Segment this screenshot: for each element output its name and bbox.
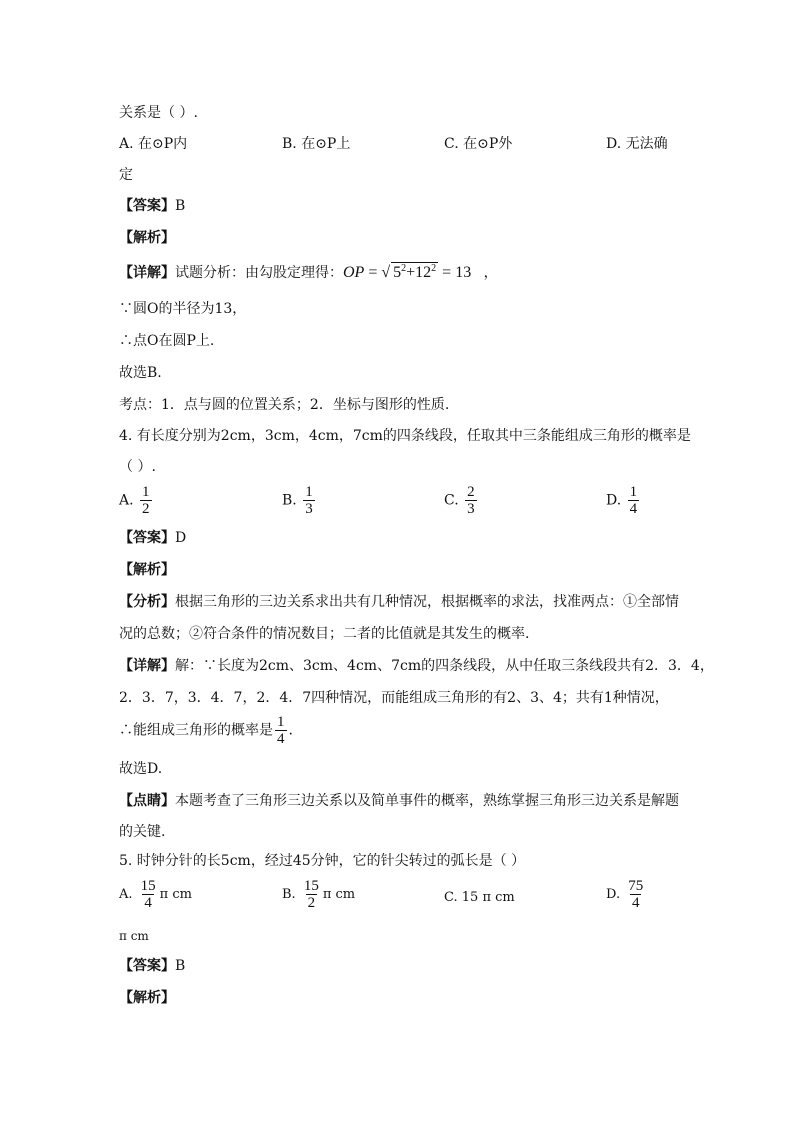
answer-value: B bbox=[175, 198, 186, 214]
q4-dianjing-line1: 【点睛】本题考查了三角形三边关系以及简单事件的概率，熟练掌握三角形三边关系是解题 bbox=[119, 793, 679, 809]
q5-analysis-label: 【解析】 bbox=[119, 990, 175, 1006]
q3-line3: 故选B. bbox=[119, 365, 162, 381]
q3-option-a: A. 在⊙P内 bbox=[119, 136, 188, 152]
q3-analysis-label: 【解析】 bbox=[119, 230, 175, 246]
q4-detail-line2: 2．3．7，3．4．7，2．4．7四种情况，而能组成三角形的有2、3、4；共有1种情况， bbox=[119, 690, 669, 706]
q3-option-d-wrap: 定 bbox=[119, 167, 133, 183]
q3-line4: 考点：1．点与圆的位置关系；2．坐标与图形的性质. bbox=[119, 397, 450, 413]
q4-detail-line3: ∴能组成三角形的概率是 $\frac{1}{4}$ . bbox=[119, 714, 293, 747]
q4-detail-line1: 【详解】解：∵长度为2cm、3cm、4cm、7cm的四条线段，从中任取三条线段共有2．3．4， bbox=[119, 658, 714, 674]
q4-option-d: D. $\frac{1}{4}$ bbox=[606, 484, 638, 517]
q4-analysis-label: 【解析】 bbox=[119, 562, 175, 578]
q4-fenxi-line2: 况的总数；②符合条件的情况数目；二者的比值就是其发生的概率. bbox=[119, 626, 530, 642]
q3-answer bbox=[119, 196, 185, 216]
q5-stem: 5. 时钟分针的长5cm，经过45分钟，它的针尖转过的弧长是（ ） bbox=[119, 853, 526, 869]
q3-line2: ∴点O在圆P上. bbox=[119, 333, 215, 349]
q5-option-c: C. 15 π cm bbox=[444, 890, 515, 905]
q5-option-b: B. $\frac{15}{2}$ π cm bbox=[282, 878, 356, 911]
q3-detail bbox=[119, 262, 498, 283]
q4-choose: 故选D. bbox=[119, 761, 163, 777]
q4-stem-line2: （ ）. bbox=[119, 459, 156, 475]
q3-option-c: C. 在⊙P外 bbox=[444, 136, 513, 152]
q4-option-b: B. $\frac{1}{3}$ bbox=[282, 484, 313, 517]
q5-option-d-wrap: π cm bbox=[119, 929, 149, 943]
q4-fenxi-line1: 【分析】根据三角形的三边关系求出共有几种情况，根据概率的求法，找准两点：①全部情 bbox=[119, 594, 679, 610]
q3-option-d: D. 无法确 bbox=[606, 136, 668, 152]
q4-stem-line1: 4. 有长度分别为2cm，3cm，4cm，7cm的四条线段，任取其中三条能组成三角形的概率是 bbox=[119, 428, 691, 444]
q5-option-d: D. $\frac{75}{4}$ bbox=[606, 878, 644, 911]
q5-answer: 【答案】B bbox=[119, 958, 186, 974]
detail-label: 【详解】 bbox=[119, 265, 175, 281]
detail-text: 试题分析：由勾股定理得： bbox=[175, 265, 343, 281]
q4-option-c: C. $\frac{2}{3}$ bbox=[444, 484, 475, 517]
pythagoras-formula: OP = √ $5^2+12^2 = 13$ bbox=[343, 263, 472, 281]
q4-dianjing-line2: 的关键. bbox=[119, 824, 166, 840]
formula-tail: ， bbox=[483, 265, 498, 281]
q3-stem-tail: 关系是（ ）. bbox=[119, 105, 198, 121]
q4-answer: 【答案】D bbox=[119, 530, 187, 546]
q3-line1: ∵圆O的半径为13， bbox=[119, 301, 247, 317]
q5-option-a: A. $\frac{15}{4}$ π cm bbox=[119, 878, 192, 911]
q3-option-b: B. 在⊙P上 bbox=[282, 136, 351, 152]
answer-label: 【答案】 bbox=[119, 198, 175, 214]
q4-option-a: A. $\frac{1}{2}$ bbox=[119, 484, 150, 517]
